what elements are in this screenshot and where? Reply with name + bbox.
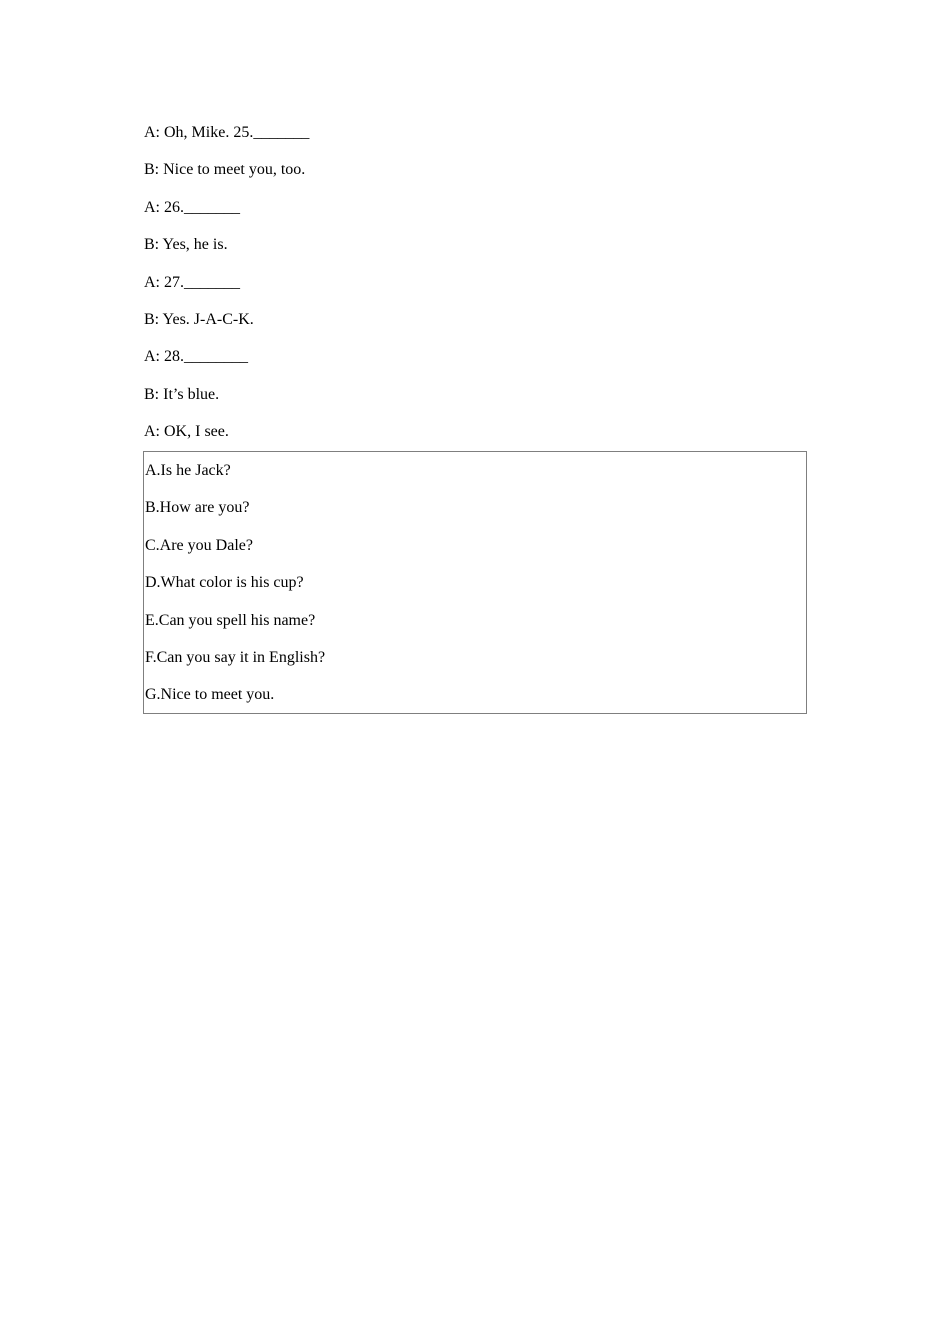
answer-options-box bbox=[143, 451, 807, 714]
dialogue-line: B: Nice to meet you, too. bbox=[144, 161, 306, 179]
answer-option: C.Are you Dale? bbox=[145, 536, 253, 554]
dialogue-line: B: It’s blue. bbox=[144, 385, 220, 403]
dialogue-line: A: 28.________ bbox=[144, 348, 248, 366]
dialogue-section bbox=[144, 120, 806, 457]
dialogue-line: A: Oh, Mike. 25._______ bbox=[144, 124, 310, 141]
answer-options-list bbox=[144, 452, 806, 720]
answer-option: F.Can you say it in English? bbox=[145, 648, 326, 666]
dialogue-line: A: 26._______ bbox=[144, 198, 240, 216]
answer-option: G.Nice to meet you. bbox=[145, 686, 275, 704]
dialogue-line: B: Yes. J-A-C-K. bbox=[144, 310, 254, 328]
dialogue-line: A: OK, I see. bbox=[144, 423, 229, 441]
answer-option: B.How are you? bbox=[145, 499, 250, 517]
answer-option: E.Can you spell his name? bbox=[145, 611, 316, 629]
answer-option: A.Is he Jack? bbox=[145, 462, 231, 479]
dialogue-line: A: 27._______ bbox=[144, 273, 240, 291]
answer-option: D.What color is his cup? bbox=[145, 574, 304, 592]
dialogue-line: B: Yes, he is. bbox=[144, 236, 228, 254]
